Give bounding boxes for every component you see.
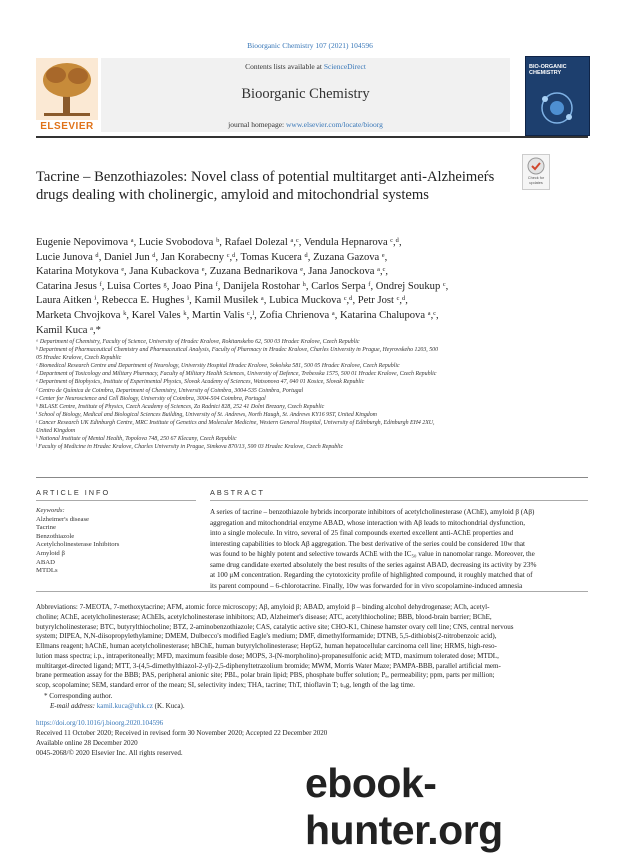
email-link[interactable]: kamil.kuca@uhk.cz: [96, 701, 153, 710]
abbreviation-line: brane permeation assay for the BBB; PAS, peripheral anionic site; PBL, polar brain lipid; PBS, phosphate buffer solution; Pₑ, permeability; ppm, parts per million;: [36, 671, 495, 680]
email-suffix: (K. Kuca).: [152, 701, 185, 710]
keywords-heading: Keywords:: [36, 507, 65, 514]
affiliation: ᵍ Center for Neuroscience and Cell Biology, University of Coimbra, 3004-504 Coimbra, Portugal: [36, 395, 266, 402]
abbreviation-line: multitarget-directed ligand; MTT, 3-(4,5-dimethylthiazol-2-yl)-2,5-diphenyltetrazolium bromide; MWM, Morris Water Maze; PAMPA-BBB, parallel artificial mem-: [36, 661, 501, 670]
affiliation: 05 Hradec Kralove, Czech Republic: [36, 355, 122, 362]
copyright: 0045-2068/© 2020 Elsevier Inc. All rights reserved.: [36, 748, 183, 757]
cover-molecule-graphic: [536, 87, 578, 129]
abstract-text: [210, 507, 588, 591]
affiliation: ʰ BiLASE Centre, Institute of Physics, Czech Academy of Sciences, Za Radnici 828, 252 41 Dolni Brezany, Czech Republic: [36, 403, 325, 410]
abstract-line: aggregation and mitochondrial enzyme ABAD, whose interaction with Aβ leads to mitochondrial dysfunction,: [210, 518, 525, 527]
journal-reference[interactable]: Bioorganic Chemistry 107 (2021) 104596: [247, 41, 373, 50]
abstract-line: A series of tacrine – benzothiazole hybrids incorporate inhibitors of acetylcholinesterase (AChE), amyloid β (Aβ): [210, 508, 535, 516]
keyword: Benzothiazole: [36, 532, 75, 540]
author-list: [36, 236, 556, 338]
keyword: Amyloid β: [36, 549, 65, 557]
doi-link[interactable]: https://doi.org/10.1016/j.bioorg.2020.104596: [36, 719, 164, 728]
abstract-line: its parent compound – 6-chlorotacrine. Finally, 10w was forwarded for in vivo scopolamine-induced amnesia: [210, 581, 523, 590]
affiliation: ᵏ National Institute of Mental Health, Topolova 748, 250 67 Klecany, Czech Republic: [36, 436, 237, 443]
article-info-heading: ARTICLE INFO: [36, 488, 111, 497]
keyword: MTDLs: [36, 567, 58, 575]
author-line[interactable]: Marketa Chvojkova ᵏ, Karel Vales ᵏ, Martin Valis ᶜ,ˡ, Zofia Chrienova ᵃ, Katarina Chalupova ᵃ,ᶜ,: [36, 309, 439, 321]
keyword: Alzheimer's disease: [36, 515, 90, 523]
abbreviation-line: Ellmans reagent; hAChE, human acetylcholinesterase; hBChE, human butyrylcholinesterase; HepG2, human hepatocellular carcinoma cell line; HRMS, high-reso-: [36, 642, 497, 650]
affiliation: ᶜ Biomedical Research Centre and Department of Neurology, University Hospital Hradec Kralove, Sokolska 581, 500 05 Hradec Kralove, Czech Republic: [36, 363, 400, 370]
section-rule: [36, 477, 588, 478]
abstract-line: was found to be highly potent and selective towards AChE with the IC₅₀ value in nanomolar range. Moreover, the: [210, 550, 535, 558]
header-rule: [36, 136, 588, 138]
abbreviations-footnote: [36, 603, 588, 758]
abbreviation-line: butyrylcholinesterase; BTC, butyrylthiocholine; BTZ, 2-aminobenzothiazole; CAS, catalytic active site; CHO-K1, Chinese hamster ovary cell line; CNS, central nervous: [36, 622, 514, 631]
contents-line: [101, 62, 510, 71]
affiliation: ᵈ Department of Toxicology and Military Pharmacy, Faculty of Military Health Sciences, University of Defence, Trebesska 1575, 500 01 Hradec Kralove, Czech Republic: [36, 371, 437, 378]
journal-homepage: [101, 120, 510, 129]
corresponding-author-note: * Corresponding author.: [44, 691, 113, 700]
abbreviation-line: system; DIPEA, N,N-diisopropylethylamine; DMEM, Dulbecco's modified Eagle's medium; DMF, dimethylformamide; DTNB, 5,5-dithiobis(2-nitrobenzoic acid),: [36, 632, 497, 641]
keyword: Tacrine: [36, 524, 56, 532]
footnote-rule: [36, 591, 588, 592]
affiliation: ʲ Cancer Research UK Edinburgh Centre, MRC Institute of Genetics and Molecular Medicine, Western General Hospital, University of Edinburgh, Edinburgh EH4 2XU,: [36, 419, 435, 426]
affiliation: United Kingdom: [36, 428, 76, 435]
affiliation: ᵇ Department of Pharmaceutical Chemistry and Pharmaceutical Analysis, Faculty of Pharmacy in Hradec Kralove, Charles University in Prague, Heyrovskeho 1203, 500: [36, 347, 439, 354]
email-line: [36, 702, 588, 712]
abbreviation-line: lution mass spectra; i.p., intraperitoneally; MFD, maximum feasible dose; MOPS, 3-(N-morpholino)-propanesulfonic acid; MTD, maximum tolerated dose; MTDL,: [36, 651, 499, 660]
abstract-rule: [210, 500, 588, 501]
elsevier-wordmark: ELSEVIER: [40, 121, 94, 132]
abstract-line: interesting capabilities to block Aβ aggregation. The best derivative of the series could be considered 10w that: [210, 539, 526, 548]
journal-cover-image: [525, 56, 590, 136]
journal-name: Bioorganic Chemistry: [241, 86, 370, 102]
abstract-heading: ABSTRACT: [210, 488, 265, 497]
author-line[interactable]: Kamil Kuca ᵃ,*: [36, 324, 101, 336]
article-info-rule: [36, 500, 196, 501]
sciencedirect-link[interactable]: ScienceDirect: [323, 62, 366, 71]
affiliation-list: [36, 338, 572, 451]
author-line[interactable]: Eugenie Nepovimova ᵃ, Lucie Svobodova ᵇ, Rafael Dolezal ᵃ,ᶜ, Vendula Hepnarova ᶜ,ᵈ,: [36, 237, 402, 248]
affiliation: ⁱ School of Biology, Medical and Biological Sciences Building, University of St. Andrews, North Haugh, St. Andrews KY16 9ST, United Kingdom: [36, 411, 377, 418]
keyword: ABAD: [36, 558, 55, 566]
keyword: Acetylcholinesterase Inhibitors: [36, 541, 120, 549]
abbreviation-line: choline; AChE, acetylcholinesterase; AChEIs, acetylcholinesterase inhibitors; AD, Alzheimer's disease; ATC, acetylthiocholine; BBB, blood-brain barrier; BChE,: [36, 612, 492, 621]
homepage-prefix: journal homepage:: [228, 120, 287, 129]
author-line[interactable]: Laura Aitken ⁱ, Rebecca E. Hughes ⁱ, Kamil Musilek ᵃ, Lubica Muckova ᶜ,ᵈ, Petr Jost ᶜ,ᵈ,: [36, 295, 408, 307]
abbreviation-line: Abbreviations: 7-MEOTA, 7-methoxytacrine; AFM, atomic force microscopy; Aβ, amyloid β; ABAD, amyloid β – binding alcohol dehydrogenase; ACh, acetyl-: [36, 603, 490, 611]
contents-prefix: Contents lists available at: [245, 62, 324, 71]
available-online: Available online 28 December 2020: [36, 738, 138, 747]
abbreviation-line: scop, scopolamine; SEM, standard error of the mean; SI, selectivity index; THA, tacrine; ThT, thioflavin T; tₗₐg, length of the lag time.: [36, 681, 415, 689]
abstract-line: same drug candidate exerted absolutely the best results of the series against ABAD, decreasing its activity by 23%: [210, 560, 537, 569]
cover-title: BIO-ORGANIC CHEMISTRY: [529, 64, 567, 76]
check-for-updates-button[interactable]: [522, 154, 550, 190]
check-updates-label: Check for updates: [527, 176, 545, 185]
keywords-block: [36, 507, 196, 576]
watermark-text: ebook-hunter.org: [305, 760, 503, 853]
email-label: E-mail address:: [50, 701, 97, 710]
abstract-line: into a single molecule. In vitro, several of 25 final compounds exerted excellent anti-AChE properties and: [210, 529, 514, 537]
author-line[interactable]: Lucie Junova ᵈ, Daniel Jun ᵈ, Jan Korabecny ᶜ,ᵈ, Tomas Kucera ᵈ, Zuzana Gazova ᵉ,: [36, 251, 388, 263]
homepage-link[interactable]: www.elsevier.com/locate/bioorg: [286, 120, 383, 129]
received-dates: Received 11 October 2020; Received in revised form 30 November 2020; Accepted 22 December 2020: [36, 729, 328, 737]
affiliation: ˡ Faculty of Medicine in Hradec Kralove, Charles University in Prague, Simkova 870/13, 500 03 Hradec Kralove, Czech Republic: [36, 444, 344, 451]
article-title: Tacrine – Benzothiazoles: Novel class of potential multitarget anti-Alzheimeŕs drugs dealing with cholinergic, amyloid and mitochondrial systems: [36, 169, 495, 204]
abstract-line: at 100 μM concentration. Regarding the cytotoxicity profile of highlighted compound, it roughly matched that of: [210, 571, 533, 579]
author-line[interactable]: Katarina Motykova ᵉ, Jana Kubackova ᵉ, Zuzana Bednarikova ᵉ, Jana Janockova ᵃ,ᶜ,: [36, 266, 389, 278]
author-line[interactable]: Catarina Jesus ᶠ, Luisa Cortes ᵍ, Joao Pina ᶠ, Danijela Rostohar ʰ, Carlos Serpa ᶠ, Ondrej Soukup ᶜ,: [36, 280, 449, 292]
affiliation: ᶠ Centro de Química de Coimbra, Department of Chemistry, University of Coimbra, 3004-535 Coimbra, Portugal: [36, 387, 304, 394]
affiliation: ᵉ Department of Biophysics, Institute of Experimental Physics, Slovak Academy of Sciences, Watsonova 47, 040 01 Kosice, Slovak Republic: [36, 379, 365, 386]
affiliation: ᵃ Department of Chemistry, Faculty of Science, University of Hradec Kralove, Rokitanskeho 62, 500 03 Hradec Kralove, Czech Republic: [36, 339, 360, 345]
